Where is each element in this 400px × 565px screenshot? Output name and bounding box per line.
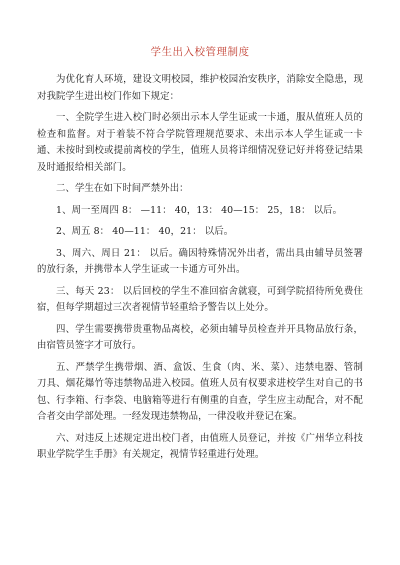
document-body: [37, 72, 363, 469]
intro-paragraph: 为优化育人环境，建设文明校园，维护校园治安秩序，消除安全隐患，现对我院学生进出校门作如下规定：: [37, 74, 363, 102]
rule-2-item-3: 3、周六、周日 21： 以后。确因特殊情况外出者，需出具由辅导员签署的放行条，并携带本人学生证或一卡通方可外出。: [37, 247, 363, 275]
rule-1-paragraph: 一、全院学生进入校门时必须出示本人学生证或一卡通，服从值班人员的检查和监督。对于着装不符合学院管理规范要求、未出示本人学生证或一卡通、未按时到校或提前离校的学生，值班人员将详细情况登记好并将登记结果及时通报给相关部门。: [37, 112, 363, 173]
rule-4-paragraph: 四、学生需要携带贵重物品离校，必须由辅导员检查并开具物品放行条，由宿管员签字才可放行。: [37, 323, 363, 351]
rule-5-paragraph: 五、严禁学生携带烟、酒、盒饭、生食（肉、米、菜）、违禁电器、管制刀具、烟花爆竹等违禁物品进入校园。值班人员有权要求进校学生对自己的书包、行李箱、行李袋、电脑箱等进行有侧重的自查，学生应主动配合，对不配合者交由学部处理。一经发现违禁物品，一律没收并登记在案。: [37, 361, 363, 422]
rule-3-paragraph: 三、每天 23： 以后回校的学生不准回宿舍就寝，可到学院招待所免费住宿，但每学期超过三次者视情节轻重给予警告以上处分。: [37, 285, 363, 313]
page-title: 学生出入校管理制度: [150, 46, 250, 58]
rule-6-paragraph: 六、对违反上述规定进出校门者，由值班人员登记，并按《广州华立科技职业学院学生手册》有关规定，视情节轻重进行处理。: [37, 432, 363, 460]
rule-2-item-1: 1、周一至周四 8： —11： 40，13： 40—15： 25，18： 以后。: [56, 204, 343, 216]
rule-2-item-2: 2、周五 8： 40—11： 40，21： 以后。: [56, 226, 234, 237]
rule-2-heading: 二、学生在如下时间严禁外出：: [56, 183, 189, 194]
